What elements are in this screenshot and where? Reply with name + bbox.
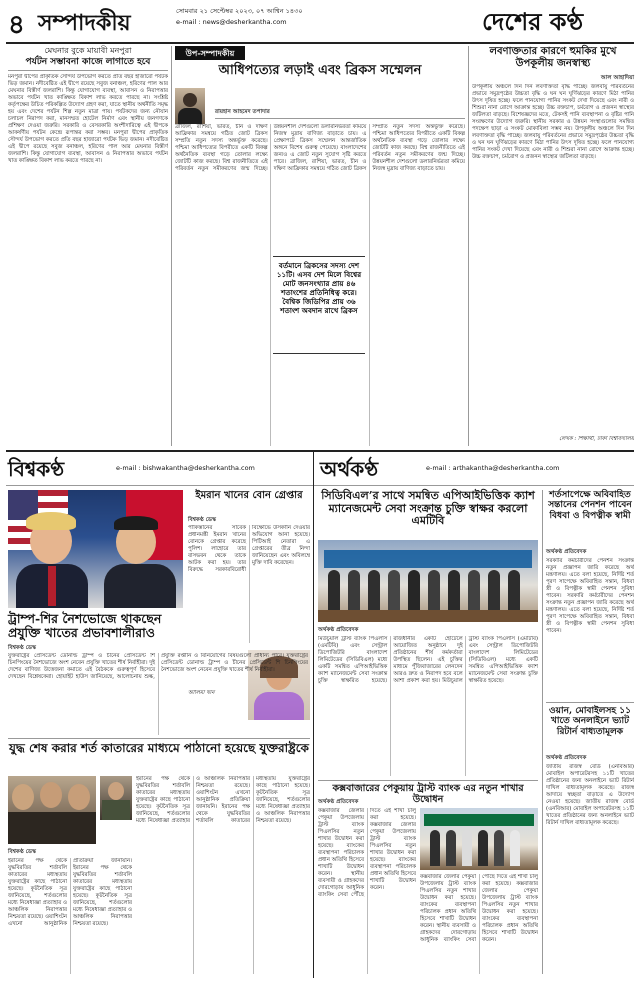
section-rule [6,450,634,452]
editorial-body: মনপুরা দ্বীপের প্রাকৃতিক সৌন্দর্য উপভোগ করতে প্রতি বছর হাজারো পর্যটক ভিড় জমান। নদীবেষ্টিত এই দ্বীপে রয়েছে সবুজ বনাঞ্চল, হরিণের পাল আর মেঘনার বিস্তীর্ণ জলরাশি। কিন্তু যোগাযোগ ব্যবস্থা, আবাসন ও নিরাপত্তার অভাবে পর্যটন খাত কাঙ্ক্ষিত বিকাশ লাভ করতে পারছে না। সংশ্লিষ্ট কর্তৃপক্ষের উচিত পরিকল্পিত উদ্যোগ গ্রহণ করা, যাতে স্থানীয় অর্থনীতি সমৃদ্ধ হয় এবং দেশের পর্যটন শিল্প নতুন মাত্রা পায়। পর্যটকদের জন্য নৌযান চলাচল নিরাপদ করা, মানসম্মত হোটেল নির্মাণ এবং স্থানীয় জনগণকে প্রশিক্ষণ দেওয়া জরুরি। সরকারি ও বেসরকারি অংশীদারিত্বে এই দ্বীপকে আকর্ষণীয় পর্যটন কেন্দ্রে রূপান্তর করা সম্ভব। মনপুরা দ্বীপের প্রাকৃতিক সৌন্দর্য উপভোগ করতে প্রতি বছর হাজারো পর্যটক ভিড় জমান। নদীবেষ্টিত এই দ্বীপে রয়েছে সবুজ বনাঞ্চল, হরিণের পাল আর মেঘনার বিস্তীর্ণ জলরাশি। কিন্তু যোগাযোগ ব্যবস্থা, আবাসন ও নিরাপত্তার অভাবে পর্যটন খাত কাঙ্ক্ষিত বিকাশ লাভ করতে পারছে না। [8,74,168,164]
commander-photo [100,776,132,820]
economy-second-byline: অর্থকণ্ঠ প্রতিবেদক [318,799,359,805]
author-photo [175,88,205,124]
page-number: ৪ [8,10,25,40]
masthead [0,0,640,44]
mtb-signing-photo [318,540,538,622]
section-divider [313,452,314,978]
world-email[interactable]: e-mail : bishwakantha@desherkantha.com [116,464,255,472]
trump-xi-photo [8,490,183,608]
world-second-headline: যুদ্ধ শেষ করার শর্ত কাতারের মাধ্যমে পাঠানো হয়েছে যুক্তরাষ্ট্রকে [9,741,309,755]
right-article-headline: লবণাক্ততার কারণে হুমকির মুখে উপকূলীয় জনস্বাস্থ্য [489,46,617,69]
editorial-kicker: মেঘনার বুকে মায়াবী মনপুরা [44,46,132,55]
world-second-body-cont: ইরানের পক্ষ থেকে যুদ্ধবিরতির শর্তাবলি কাতারের মধ্যস্থতায় যুক্তরাষ্ট্রের কাছে পাঠানো হয়েছে। কূটনৈতিক সূত্র জানিয়েছে, শর্তগুলোর মধ্যে নিষেধাজ্ঞা প্রত্যাহার ও আঞ্চলিক নিরাপত্তার নিশ্চয়তা রয়েছে। ওয়াশিংটন এখনো আনুষ্ঠানিক প্রতিক্রিয়া জানায়নি। ইরানের পক্ষ থেকে যুদ্ধবিরতির শর্তাবলি কাতারের মধ্যস্থতায় যুক্তরাষ্ট্রের কাছে পাঠানো হয়েছে। কূটনৈতিক সূত্র জানিয়েছে, শর্তগুলোর মধ্যে নিষেধাজ্ঞা প্রত্যাহার ও আঞ্চলিক নিরাপত্তার নিশ্চয়তা রয়েছে। [8,858,132,927]
world-side-byline: বিশ্বকণ্ঠ ডেস্ক [188,517,217,523]
editorial-headline: পর্যটন সম্ভাবনা কাজে লাগাতে হবে [25,57,151,67]
world-lead-byline: বিশ্বকণ্ঠ ডেস্ক [8,645,37,651]
world-second-body: ইরানের পক্ষ থেকে যুদ্ধবিরতির শর্তাবলি কাতারের মধ্যস্থতায় যুক্তরাষ্ট্রের কাছে পাঠানো হয়েছে। কূটনৈতিক সূত্র জানিয়েছে, শর্তগুলোর মধ্যে নিষেধাজ্ঞা প্রত্যাহার ও আঞ্চলিক নিরাপত্তার নিশ্চয়তা রয়েছে। ওয়াশিংটন এখনো আনুষ্ঠানিক প্রতিক্রিয়া জানায়নি। ইরানের পক্ষ থেকে যুদ্ধবিরতির শর্তাবলি কাতারের মধ্যস্থতায় যুক্তরাষ্ট্রের কাছে পাঠানো হয়েছে। কূটনৈতিক সূত্র জানিয়েছে, শর্তগুলোর মধ্যে নিষেধাজ্ঞা প্রত্যাহার ও আঞ্চলিক নিরাপত্তার নিশ্চয়তা রয়েছে। [136,776,310,824]
economy-right-byline: অর্থকণ্ঠ প্রতিবেদক [546,549,587,555]
world-second-byline: বিশ্বকণ্ঠ ডেস্ক [8,849,37,855]
divider [6,485,634,486]
op-ed [175,46,465,446]
economy-section-header [316,455,634,483]
economy-right-headline: শর্তসাপেক্ষে অবিবাহিত সন্তানের পেনশন পাবেন বিধবা ও বিপত্নীক স্বামী [548,490,632,521]
world-lead-headline: ট্রাম্প-শির নৈশভোজে থাকছেন প্রযুক্তি খাতের প্রভাবশালীরাও [8,611,162,641]
op-ed-body: ব্রাজিল, রাশিয়া, ভারত, চীন ও দক্ষিণ আফ্রিকার সমন্বয়ে গঠিত জোট ব্রিকস সম্প্রতি নতুন সদস্য অন্তর্ভুক্ত করেছে। পশ্চিমা আধিপত্যের বিপরীতে একটি বিকল্প অর্থনৈতিক ব্যবস্থা গড়ে তোলার লক্ষ্যে জোটটি কাজ করছে। বিশ্ব রাজনীতিতে এই পরিবর্তন নতুন সমীকরণের জন্ম দিচ্ছে। উন্নয়নশীল দেশগুলো ডলারনির্ভরতা কমিয়ে নিজস্ব মুদ্রায় বাণিজ্য বাড়াতে চায়। এ প্রেক্ষাপটে ব্রিকস সম্মেলন আন্তর্জাতিক অঙ্গনে বিশেষ গুরুত্ব পেয়েছে। বাংলাদেশের জন্যও এ জোট নতুন সুযোগ সৃষ্টি করতে পারে। ব্রাজিল, রাশিয়া, ভারত, চীন ও দক্ষিণ আফ্রিকার সমন্বয়ে গঠিত জোট ব্রিকস সম্প্রতি নতুন সদস্য অন্তর্ভুক্ত করেছে। পশ্চিমা আধিপত্যের বিপরীতে একটি বিকল্প অর্থনৈতিক ব্যবস্থা গড়ে তোলার লক্ষ্যে জোটটি কাজ করছে। বিশ্ব রাজনীতিতে এই পরিবর্তন নতুন সমীকরণের জন্ম দিচ্ছে। উন্নয়নশীল দেশগুলো ডলারনির্ভরতা কমিয়ে নিজস্ব মুদ্রায় বাণিজ্য বাড়াতে চায়। [175,124,465,172]
economy-right2-byline: অর্থকণ্ঠ প্রতিবেদক [546,755,587,761]
world-section-header [8,455,308,483]
economy-second-body: কক্সবাজার জেলার পেকুয়া উপজেলায় ট্রাস্ট ব্যাংক পিএলসির নতুন শাখার উদ্বোধন করা হয়েছে। ব্যাংকের ব্যবস্থাপনা পরিচালক প্রধান অতিথি হিসেবে শাখাটি উদ্বোধন করেন। স্থানীয় ব্যবসায়ী ও গ্রাহকদের দোরগোড়ায় আধুনিক ব্যাংকিং সেবা পৌঁছে দিতে এই শাখা চালু করা হয়েছে। কক্সবাজার জেলার পেকুয়া উপজেলায় ট্রাস্ট ব্যাংক পিএলসির নতুন শাখার উদ্বোধন করা হয়েছে। ব্যাংকের ব্যবস্থাপনা পরিচালক প্রধান অতিথি হিসেবে শাখাটি উদ্বোধন করেন। [318,808,416,898]
section-title: সম্পাদকীয় [38,10,131,36]
divider [318,780,538,781]
economy-second-body-cont: কক্সবাজার জেলার পেকুয়া উপজেলায় ট্রাস্ট ব্যাংক পিএলসির নতুন শাখার উদ্বোধন করা হয়েছে। ব্যাংকের ব্যবস্থাপনা পরিচালক প্রধান অতিথি হিসেবে শাখাটি উদ্বোধন করেন। স্থানীয় ব্যবসায়ী ও গ্রাহকদের দোরগোড়ায় আধুনিক ব্যাংকিং সেবা পৌঁছে দিতে এই শাখা চালু করা হয়েছে। কক্সবাজার জেলার পেকুয়া উপজেলায় ট্রাস্ট ব্যাংক পিএলসির নতুন শাখার উদ্বোধন করা হয়েছে। ব্যাংকের ব্যবস্থাপনা পরিচালক প্রধান অতিথি হিসেবে শাখাটি উদ্বোধন করেন। [420,874,538,943]
world-side-headline: ইমরান খানের বোন গ্রেপ্তার [195,490,303,501]
masthead-rule [6,42,634,44]
right-article-author: আল আহাদিয়া [600,75,634,81]
divider [546,702,634,703]
economy-section-title: অর্থকণ্ঠ [320,457,379,481]
economy-lead-byline: অর্থকণ্ঠ প্রতিবেদক [318,627,359,633]
photo-caption: আলিমা খান [188,690,215,696]
trust-bank-branch-photo [420,808,538,870]
economy-right-body: সরকারি কর্মচারীদের পেনশন সংক্রান্ত নতুন প্রজ্ঞাপন জারি করেছে অর্থ মন্ত্রণালয়। এতে বলা হয়েছে, নির্দিষ্ট শর্ত পূরণ সাপেক্ষে অবিবাহিত সন্তান, বিধবা স্ত্রী ও বিপত্নীক স্বামী পেনশন সুবিধা পাবেন। সরকারি কর্মচারীদের পেনশন সংক্রান্ত নতুন প্রজ্ঞাপন জারি করেছে অর্থ মন্ত্রণালয়। এতে বলা হয়েছে, নির্দিষ্ট শর্ত পূরণ সাপেক্ষে অবিবাহিত সন্তান, বিধবা স্ত্রী ও বিপত্নীক স্বামী পেনশন সুবিধা পাবেন। [546,558,634,634]
economy-second-headline: কক্সবাজারের পেকুয়ায় ট্রাস্ট ব্যাংক এর নতুন শাখার উদ্বোধন [332,783,524,805]
economy-right2-body: জাতীয় রাজস্ব বোর্ড (এনবিআর) মোবাইল অপারেটরসহ ১১টি খাতের প্রতিষ্ঠানের জন্য অনলাইনে ভ্যাট রিটার্ন দাখিল বাধ্যতামূলক করেছে। রাজস্ব আদায়ে স্বচ্ছতা বাড়াতে এ উদ্যোগ নেওয়া হয়েছে। জাতীয় রাজস্ব বোর্ড (এনবিআর) মোবাইল অপারেটরসহ ১১টি খাতের প্রতিষ্ঠানের জন্য অনলাইনে ভ্যাট রিটার্ন দাখিল বাধ্যতামূলক করেছে। [546,764,634,826]
economy-right2-headline: ওয়ান, মোবাইলসহ ১১ খাতে অনলাইনে ভ্যাট রিটার্ন বাধ্যতামূলক [549,706,631,737]
economy-email[interactable]: e-mail : arthakantha@desherkantha.com [426,464,560,472]
divider [215,118,465,119]
dateline: সোমবার ২১ সেপ্টেম্বর ২০২৩, ০৭ আশ্বিন ১৪৩০ [176,7,303,15]
right-article [472,46,634,446]
right-article-author-note: লেখক : শিক্ষার্থী, ঢাকা বিশ্ববিদ্যালয় [559,436,634,442]
masthead-email[interactable]: e-mail : news@desherkantha.com [176,18,287,26]
brand-logo: দেশের কণ্ঠ [482,7,584,36]
column-divider [542,490,543,974]
pull-quote: বর্তমানে ব্রিকসের সদস্য দেশ ১১টি। এসব দেশ মিলে বিশ্বের মোট জনসংখ্যার প্রায় ৪৬ শতাংশের প্রতিনিধিত্ব করে। বৈশ্বিক জিডিপির প্রায় ৩৬ শতাংশ অবদান রাখে ব্রিকস [273,256,365,354]
world-lead-body: যুক্তরাষ্ট্রের প্রেসিডেন্ট ডোনাল্ড ট্রাম্প ও চীনের প্রেসিডেন্ট শি চিনপিংয়ের নৈশভোজে অংশ নেবেন প্রযুক্তি খাতের শীর্ষ নির্বাহীরা। দুই দেশের বাণিজ্য উত্তেজনা কমাতে এই বৈঠককে গুরুত্বপূর্ণ হিসেবে দেখছেন বিশ্লেষকেরা। হোয়াইট হাউস জানিয়েছে, আলোচনায় শুল্ক, প্রযুক্তি রপ্তানি ও বিনিয়োগের বিষয়গুলো প্রাধান্য পাবে। যুক্তরাষ্ট্রের প্রেসিডেন্ট ডোনাল্ড ট্রাম্প ও চীনের প্রেসিডেন্ট শি চিনপিংয়ের নৈশভোজে অংশ নেবেন প্রযুক্তি খাতের শীর্ষ নির্বাহীরা। [8,653,308,680]
op-ed-kicker: উপ-সম্পাদকীয় [175,46,245,60]
divider [8,70,168,71]
world-section-title: বিশ্বকণ্ঠ [8,457,65,481]
column-divider [468,46,469,446]
economy-lead-headline: সিডিবিএল’র সাথে সমন্বিত এপিআইভিত্তিক ক্যাশ ম্যানেজমেন্ট সেবা সংক্রান্ত চুক্তি স্বাক্ষর করলো এমটিবি [321,489,535,528]
iran-leaders-photo [8,776,96,844]
right-article-body: উপকূলীয় অঞ্চলে দিন দিন লবণাক্ততা বৃদ্ধি পাচ্ছে। জলবায়ু পরিবর্তনের প্রভাবে সমুদ্রপৃষ্ঠের উচ্চতা বৃদ্ধি ও ঘন ঘন ঘূর্ণিঝড়ের কারণে মিঠা পানির উৎস দূষিত হচ্ছে। ফলে পানযোগ্য পানির সংকট দেখা দিয়েছে এবং নারী ও শিশুরা নানা রোগে আক্রান্ত হচ্ছে। উচ্চ রক্তচাপ, চর্মরোগ ও প্রজনন স্বাস্থ্যের জটিলতা বাড়ছে। বিশেষজ্ঞদের মতে, টেকসই পানি ব্যবস্থাপনা ও বৃষ্টির পানি সংরক্ষণের উদ্যোগ জরুরি। স্থানীয় সরকার ও উন্নয়ন সংস্থাগুলোর সমন্বিত পদক্ষেপ ছাড়া এ সংকট মোকাবিলা সম্ভব নয়। উপকূলীয় অঞ্চলে দিন দিন লবণাক্ততা বৃদ্ধি পাচ্ছে। জলবায়ু পরিবর্তনের প্রভাবে সমুদ্রপৃষ্ঠের উচ্চতা বৃদ্ধি ও ঘন ঘন ঘূর্ণিঝড়ের কারণে মিঠা পানির উৎস দূষিত হচ্ছে। ফলে পানযোগ্য পানির সংকট দেখা দিয়েছে এবং নারী ও শিশুরা নানা রোগে আক্রান্ত হচ্ছে। উচ্চ রক্তচাপ, চর্মরোগ ও প্রজনন স্বাস্থ্যের জটিলতা বাড়ছে। [472,84,634,160]
economy-lead-body: মিউচুয়াল ট্রাস্ট ব্যাংক পিএলসি (এমটিবি) এবং সেন্ট্রাল ডিপোজিটরি বাংলাদেশ লিমিটেডের (সিডিবিএল) মধ্যে একটি সমন্বিত এপিআইভিত্তিক ক্যাশ ম্যানেজমেন্ট সেবা সংক্রান্ত চুক্তি স্বাক্ষরিত হয়েছে। রাজধানীর একটি হোটেলে আয়োজিত অনুষ্ঠানে দুই প্রতিষ্ঠানের শীর্ষ কর্মকর্তারা উপস্থিত ছিলেন। এই চুক্তির মাধ্যমে পুঁজিবাজারের লেনদেন আরও দ্রুত ও নিরাপদ হবে বলে আশা প্রকাশ করা হয়। মিউচুয়াল ট্রাস্ট ব্যাংক পিএলসি (এমটিবি) এবং সেন্ট্রাল ডিপোজিটরি বাংলাদেশ লিমিটেডের (সিডিবিএল) মধ্যে একটি সমন্বিত এপিআইভিত্তিক ক্যাশ ম্যানেজমেন্ট সেবা সংক্রান্ত চুক্তি স্বাক্ষরিত হয়েছে। [318,636,538,684]
world-side-body: পাকিস্তানের সাবেক প্রধানমন্ত্রী ইমরান খানের বোনকে গ্রেপ্তার করেছে পুলিশ। লাহোরে তার বাসভবন থেকে তাকে আটক করা হয়। তার বিরুদ্ধে সরকারবিরোধী বিক্ষোভে উসকানি দেওয়ার অভিযোগ আনা হয়েছে। পিটিআই নেতারা এ গ্রেপ্তারের তীব্র নিন্দা জানিয়েছেন এবং অবিলম্বে মুক্তি দাবি করেছেন। [188,525,310,573]
divider [8,738,310,739]
column-divider [171,46,172,446]
editorial-left [8,46,168,446]
op-ed-headline: আধিপত্যের লড়াই এবং ব্রিকস সম্মেলন [218,63,422,78]
op-ed-author: রায়হান আহমেদ তপাদার [215,109,270,115]
